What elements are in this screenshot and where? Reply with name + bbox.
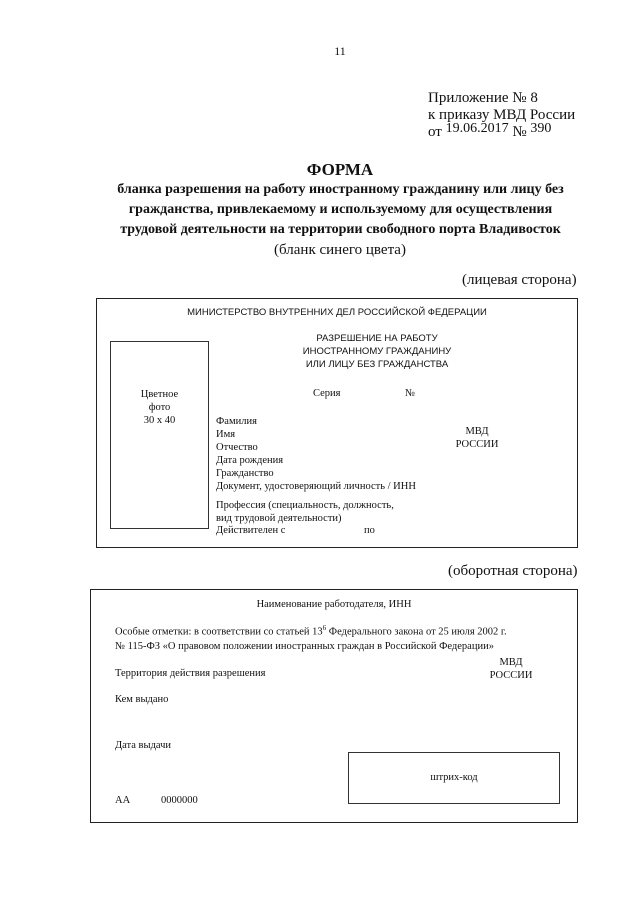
photo-label-line3: 30 х 40 (143, 415, 176, 426)
field-identity-document: Документ, удостоверяющий личность / ИНН (216, 481, 416, 492)
territory-label: Территория действия разрешения (115, 668, 266, 679)
field-surname: Фамилия (216, 416, 257, 427)
number-prefix: № (512, 124, 527, 140)
field-name: Имя (216, 429, 236, 440)
barcode-box (348, 752, 560, 804)
order-number: 390 (530, 121, 552, 136)
front-stamp-line2: РОССИИ (455, 439, 499, 450)
employer-label: Наименование работодателя, ИНН (256, 599, 412, 610)
field-citizenship: Гражданство (216, 468, 274, 479)
date-prefix: от (428, 124, 442, 140)
appendix-line2: к приказу МВД России (428, 107, 576, 123)
valid-to-label: по (364, 525, 375, 536)
photo-box (110, 341, 209, 529)
issue-date-label: Дата выдачи (115, 740, 172, 751)
photo-label-line2: фото (148, 402, 171, 413)
appendix-line1: Приложение № 8 (428, 90, 538, 106)
photo-label (111, 388, 208, 427)
profession-field (216, 499, 394, 525)
special-notes-line2: № 115-ФЗ «О правовом положении иностранных граждан в Российской Федерации» (115, 640, 494, 652)
special-notes (115, 621, 507, 654)
permit-title (257, 332, 497, 371)
number-label: № (405, 388, 416, 399)
series-label: Серия (313, 388, 341, 399)
appendix-block (428, 90, 575, 141)
barcode-label: штрих-код (430, 772, 478, 783)
front-side-box (96, 298, 578, 548)
permit-title-line2: ИНОСТРАННОМУ ГРАЖДАНИНУ (302, 346, 452, 357)
front-stamp-line1: МВД (465, 426, 489, 437)
form-title-line3: трудовой деятельности на территории свободного порта Владивосток (120, 222, 561, 237)
profession-line2: вид трудовой деятельности) (216, 513, 342, 524)
permit-title-line3: ИЛИ ЛИЦУ БЕЗ ГРАЖДАНСТВА (305, 359, 449, 370)
series-code: АА (115, 795, 131, 806)
back-stamp-line1: МВД (499, 657, 523, 668)
order-date: 19.06.2017 (445, 121, 509, 136)
back-stamp (481, 656, 541, 682)
photo-label-line1: Цветное (140, 389, 179, 400)
permit-title-line1: РАЗРЕШЕНИЕ НА РАБОТУ (316, 333, 438, 344)
appendix-date-line (428, 121, 575, 141)
field-birth-date: Дата рождения (216, 455, 284, 466)
field-patronymic: Отчество (216, 442, 258, 453)
ministry-name: МИНИСТЕРСТВО ВНУТРЕННИХ ДЕЛ РОССИЙСКОЙ ФЕДЕРАЦИИ (187, 307, 487, 318)
back-side-label: (оборотная сторона) (448, 563, 578, 579)
page-number: 11 (334, 44, 346, 58)
valid-from-label: Действителен с (216, 525, 286, 536)
special-notes-line1: Особые отметки: в соответствии со статьей $13^6$ Федерального закона от 25 июля 2002 г. (115, 624, 507, 638)
forma-heading: ФОРМА (306, 160, 374, 179)
back-side-box (90, 589, 578, 823)
profession-line1: Профессия (специальность, должность, (216, 500, 394, 511)
form-title-line2: гражданства, привлекаемому и используемому для осуществления (128, 202, 553, 217)
personal-fields (216, 415, 416, 493)
back-stamp-line2: РОССИИ (489, 670, 533, 681)
form-title (88, 180, 593, 240)
form-title-line1: бланка разрешения на работу иностранному гражданину или лицу без (117, 182, 564, 197)
issued-by-label: Кем выдано (115, 694, 169, 705)
blank-color-note: (бланк синего цвета) (274, 242, 406, 258)
front-stamp (447, 425, 507, 451)
front-side-label: (лицевая сторона) (462, 272, 577, 288)
serial-number: 0000000 (161, 795, 198, 806)
